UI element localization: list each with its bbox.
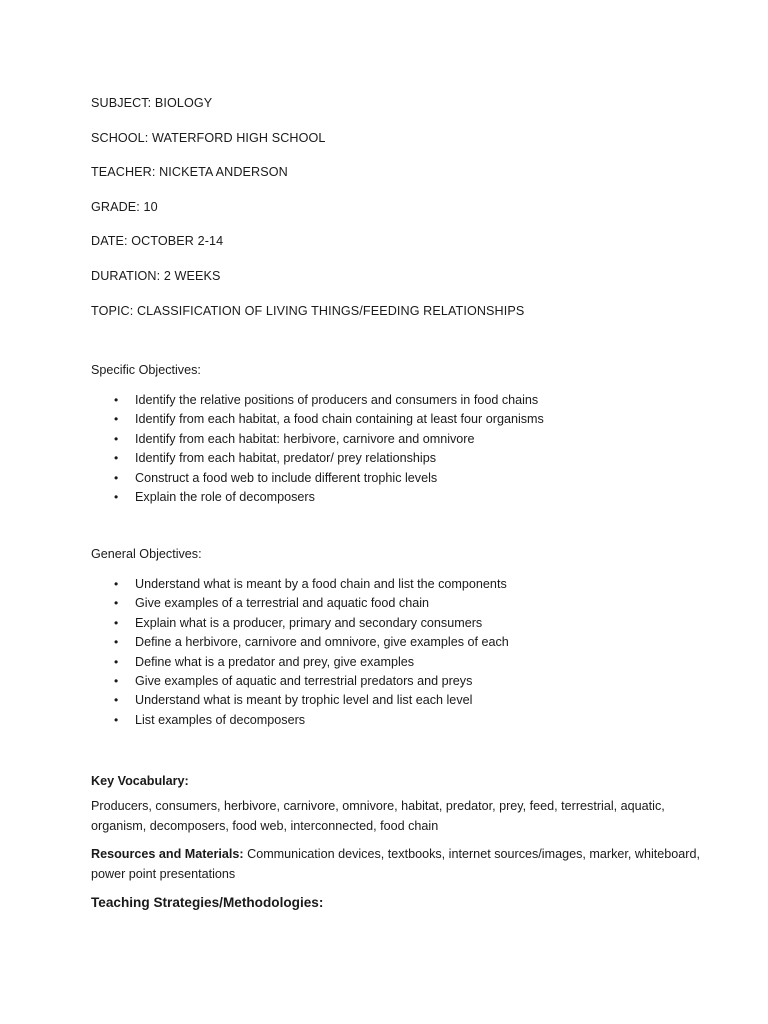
bullet-icon: •: [114, 673, 119, 688]
list-item: • Explain the role of decomposers: [114, 489, 315, 504]
teaching-strategies-heading: Teaching Strategies/Methodologies:: [91, 895, 324, 910]
subject-line: SUBJECT: BIOLOGY: [91, 96, 213, 110]
duration-line: DURATION: 2 WEEKS: [91, 269, 221, 283]
list-item: • Define a herbivore, carnivore and omnivore, give examples of each: [114, 635, 509, 650]
bullet-icon: •: [114, 412, 119, 427]
grade-line: GRADE: 10: [91, 200, 158, 214]
list-item: • Construct a food web to include different trophic levels: [114, 470, 438, 485]
bullet-icon: •: [114, 693, 119, 708]
bullet-icon: •: [114, 615, 119, 630]
list-item: • Identify from each habitat, a food chain containing at least four organisms: [114, 412, 544, 427]
list-item: • Understand what is meant by a food chain and list the components: [114, 577, 507, 591]
resources-paragraph: [91, 845, 701, 884]
bullet-icon: •: [114, 635, 119, 650]
bullet-icon: •: [114, 489, 119, 504]
list-item: • Explain what is a producer, primary and secondary consumers: [114, 615, 483, 630]
bullet-icon: •: [114, 451, 119, 466]
list-item: • List examples of decomposers: [114, 712, 306, 727]
bullet-icon: •: [114, 470, 119, 485]
list-item: • Identify from each habitat: herbivore, carnivore and omnivore: [114, 431, 475, 446]
key-vocabulary-heading: Key Vocabulary:: [91, 774, 189, 788]
bullet-icon: •: [114, 393, 119, 407]
list-item: • Identify the relative positions of producers and consumers in food chains: [114, 393, 539, 407]
list-item: • Understand what is meant by trophic level and list each level: [114, 693, 473, 708]
general-objectives-list: [91, 576, 509, 731]
resources-text: Communication devices, textbooks, internet sources/images, marker, whiteboard, power point presentations: [91, 847, 700, 881]
specific-objectives-heading: Specific Objectives:: [91, 363, 201, 377]
topic-line: TOPIC: CLASSIFICATION OF LIVING THINGS/FEEDING RELATIONSHIPS: [91, 304, 525, 318]
bullet-icon: •: [114, 654, 119, 669]
teacher-line: TEACHER: NICKETA ANDERSON: [91, 165, 288, 179]
list-item: • Give examples of aquatic and terrestrial predators and preys: [114, 673, 473, 688]
bullet-icon: •: [114, 431, 119, 446]
general-objectives-heading: General Objectives:: [91, 547, 202, 561]
school-line: SCHOOL: WATERFORD HIGH SCHOOL: [91, 131, 326, 145]
list-item: • Give examples of a terrestrial and aquatic food chain: [114, 596, 430, 611]
date-line: DATE: OCTOBER 2-14: [91, 234, 224, 248]
list-item: • Define what is a predator and prey, give examples: [114, 654, 415, 669]
specific-objectives-list: [91, 392, 544, 508]
resources-label: Resources and Materials:: [91, 847, 244, 861]
bullet-icon: •: [114, 577, 119, 591]
list-item: • Identify from each habitat, predator/ prey relationships: [114, 451, 437, 466]
bullet-icon: •: [114, 596, 119, 611]
key-vocabulary-text: Producers, consumers, herbivore, carnivore, omnivore, habitat, predator, prey, feed, terrestrial, aquatic, organism, decomposers, food web, interconnected, food chain: [91, 799, 665, 833]
bullet-icon: •: [114, 712, 119, 727]
